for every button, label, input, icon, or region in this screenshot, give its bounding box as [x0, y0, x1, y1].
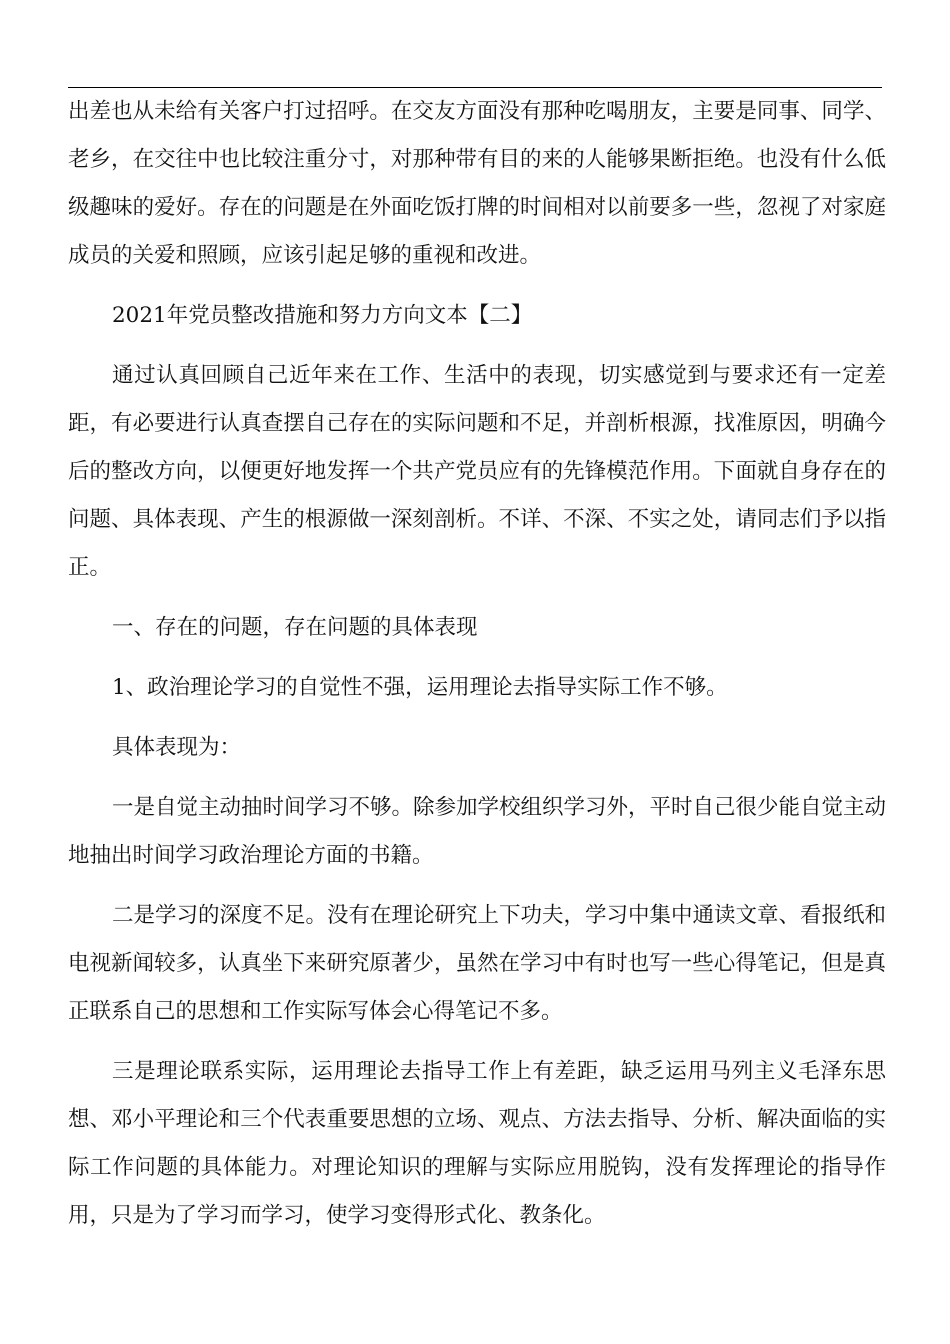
- specific-manifestations-label: 具体表现为：: [112, 735, 242, 760]
- paragraph-intro: 通过认真回顾自己近年来在工作、生活中的表现，切实感觉到与要求还有一定差距，有必要进行认真查摆自己存在的实际问题和不足，并剖析根源，找准原因，明确今后的整改方向，以便更好地发挥一个共产党员应有的先锋模范作用。下面就自身存在的问题、具体表现、产生的根源做一深刻剖析。不详、不深、不实之处，请同志们予以指正。: [68, 363, 886, 580]
- item-1-heading: 1、政治理论学习的自觉性不强，运用理论去指导实际工作不够。: [112, 675, 728, 700]
- heading-problems: 一、存在的问题，存在问题的具体表现: [112, 615, 478, 640]
- point-three-paragraph: 三是理论联系实际，运用理论去指导工作上有差距，缺乏运用马列主义毛泽东思想、邓小平理论和三个代表重要思想的立场、观点、方法去指导、分析、解决面临的实际工作问题的具体能力。对理论知识的理解与实际应用脱钩，没有发挥理论的指导作用，只是为了学习而学习，使学习变得形式化、教条化。: [68, 1059, 886, 1228]
- document-body: [68, 88, 886, 1252]
- point-two-paragraph: 二是学习的深度不足。没有在理论研究上下功夫，学习中集中通读文章、看报纸和电视新闻较多，认真坐下来研究原著少，虽然在学习中有时也写一些心得笔记，但是真正联系自己的思想和工作实际写体会心得笔记不多。: [68, 903, 887, 1024]
- paragraph-continuation: 出差也从未给有关客户打过招呼。在交友方面没有那种吃喝朋友，主要是同事、同学、老乡，在交往中也比较注重分寸，对那种带有目的来的人能够果断拒绝。也没有什么低级趣味的爱好。存在的问题是在外面吃饭打牌的时间相对以前要多一些，忽视了对家庭成员的关爱和照顾，应该引起足够的重视和改进。: [68, 99, 886, 268]
- point-one-paragraph: 一是自觉主动抽时间学习不够。除参加学校组织学习外，平时自己很少能自觉主动地抽出时间学习政治理论方面的书籍。: [68, 795, 887, 868]
- section-title: 2021年党员整改措施和努力方向文本【二】: [112, 303, 533, 328]
